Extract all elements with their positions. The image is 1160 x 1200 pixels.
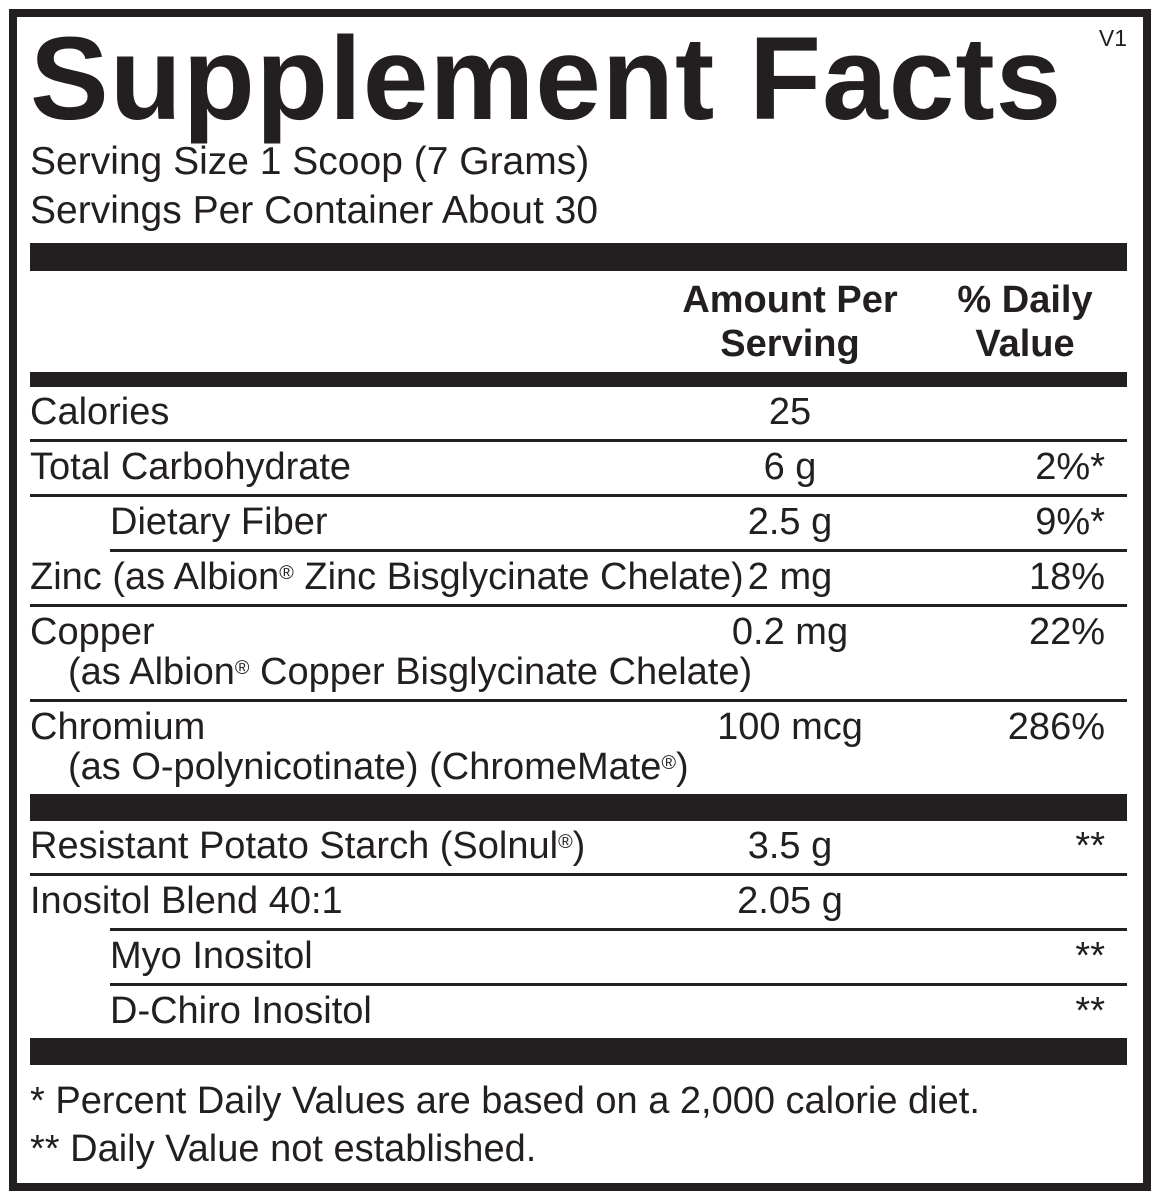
nutrient-daily-value: ** [1075,990,1105,1032]
nutrient-amount: 0.2 mg [731,611,849,653]
nutrient-name: Inositol Blend 40:1 [30,880,343,922]
nutrient-amount: 2 mg [747,556,833,598]
nutrient-name: Resistant Potato Starch (Solnul®) [30,825,586,867]
nutrient-name: Zinc (as Albion® Zinc Bisglycinate Chelate) [30,556,744,598]
dv-header-line2: Value [975,323,1075,365]
row-total-carbohydrate [30,442,1127,494]
nutrient-daily-value: 22% [1028,611,1105,653]
row-inositol-blend [30,876,1127,928]
nutrient-amount: 2.05 g [737,880,843,922]
nutrient-daily-value: ** [1075,935,1105,977]
nutrient-name: Total Carbohydrate [30,446,352,488]
nutrient-daily-value: 18% [1028,556,1105,598]
row-calories [30,387,1127,439]
nutrient-daily-value: 2%* [1035,446,1105,488]
row-chromium [30,702,1127,794]
dv-header-line1: % Daily [957,279,1093,321]
footnote-dv-not-established: ** Daily Value not established. [30,1128,537,1170]
nutrient-daily-value: 286% [1007,706,1105,748]
amount-header-line1: Amount Per [682,279,898,321]
amount-header-line2: Serving [720,323,860,365]
row-dietary-fiber [30,497,1127,549]
nutrient-daily-value: 9%* [1035,501,1105,543]
nutrient-name-detail: (as Albion® Copper Bisglycinate Chelate) [68,651,753,693]
footnote-percent-dv: * Percent Daily Values are based on a 2,000 calorie diet. [30,1080,980,1122]
row-zinc [30,552,1127,604]
amount-per-serving-header [630,278,950,366]
supplement-facts-panel [9,9,1151,1191]
row-myo-inositol [30,931,1127,983]
nutrient-name: D-Chiro Inositol [110,990,372,1032]
nutrient-amount: 3.5 g [747,825,833,867]
section-bar-bottom [30,1038,1127,1065]
column-headers [30,271,1127,372]
panel-title: Supplement Facts [30,13,1063,145]
daily-value-header [945,278,1105,366]
row-copper [30,607,1127,699]
section-bar-top [30,243,1127,271]
nutrient-name: Calories [30,391,170,433]
section-bar-header [30,372,1127,387]
servings-per-container-text: Servings Per Container About 30 [30,189,599,232]
nutrient-amount: 2.5 g [747,501,833,543]
nutrient-name: Copper [30,611,155,653]
nutrient-name: Myo Inositol [110,935,313,977]
row-resistant-potato-starch [30,821,1127,873]
serving-size-text: Serving Size 1 Scoop (7 Grams) [30,140,590,183]
version-tag: V1 [1098,25,1127,51]
nutrient-name-detail: (as O-polynicotinate) (ChromeMate®) [68,746,689,788]
row-d-chiro-inositol [30,986,1127,1038]
nutrient-name: Dietary Fiber [110,501,328,543]
nutrient-amount: 100 mcg [717,706,863,748]
nutrient-amount: 6 g [763,446,817,488]
nutrient-amount: 25 [768,391,812,433]
nutrient-name: Chromium [30,706,206,748]
panel-header [30,13,1127,145]
footnotes [30,1065,1127,1173]
nutrient-daily-value: ** [1075,825,1105,867]
section-bar-middle [30,794,1127,821]
